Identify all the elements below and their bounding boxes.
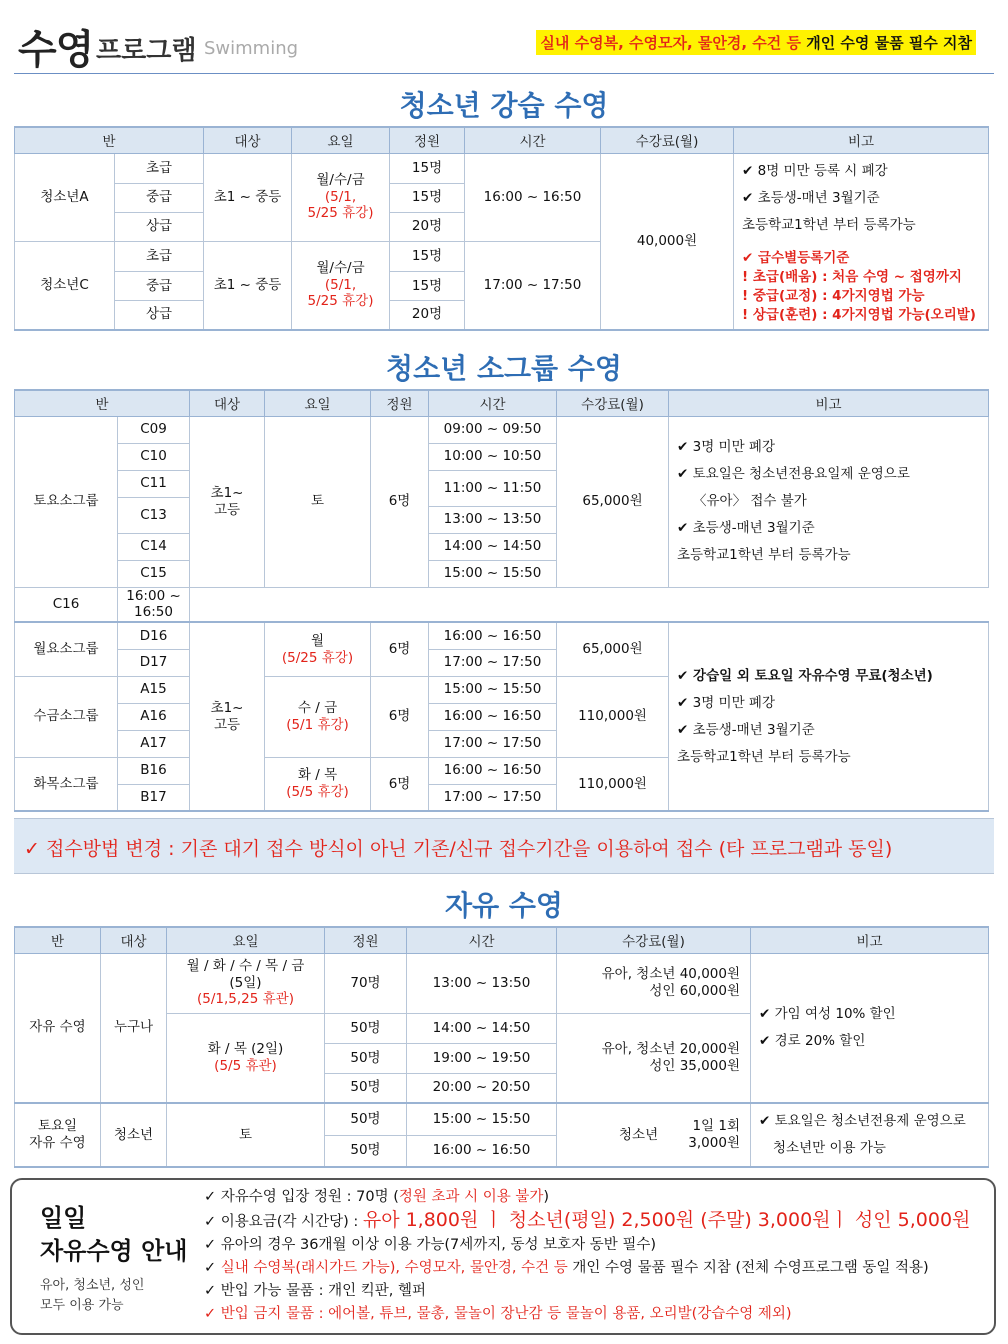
capacity: 15명 bbox=[390, 272, 465, 301]
guide-line-supplies: ✓ 실내 수영복(래시가드 가능), 수영모자, 물안경, 수건 등 개인 수영 물품 필수 지참 (전체 수영프로그램 동일 적용) bbox=[204, 1260, 929, 1276]
class-code: A15 bbox=[118, 676, 190, 703]
class-name: 월요소그룹 bbox=[15, 622, 118, 676]
supplies-notice-red: 실내 수영복, 수영모자, 물안경, 수건 등 bbox=[540, 34, 801, 52]
class-code: C16 bbox=[15, 587, 118, 622]
daily-free-swim-guide bbox=[10, 1178, 996, 1335]
capacity: 50명 bbox=[325, 1013, 407, 1043]
small-group-section-title: 청소년 소그룹 수영 bbox=[386, 352, 622, 385]
holiday-note: (5/5 휴강) bbox=[286, 784, 349, 800]
time: 13:00 ~ 13:50 bbox=[407, 953, 557, 1013]
holiday-note: (5/1 휴강) bbox=[286, 716, 349, 733]
level: 초급 bbox=[115, 241, 204, 272]
page-title: 수영 bbox=[18, 27, 94, 73]
target: 초1 ~ 중등 bbox=[204, 241, 292, 330]
holiday-note: (5/5 휴관) bbox=[214, 1057, 277, 1074]
level: 상급 bbox=[115, 301, 204, 330]
class-name: 화목소그룹 bbox=[15, 757, 118, 811]
target: 초1~ 고등 bbox=[190, 622, 265, 811]
class-code: B16 bbox=[118, 757, 190, 784]
col-header-target: 대상 bbox=[190, 390, 265, 416]
time: 14:00 ~ 14:50 bbox=[429, 533, 557, 560]
free-swim-table bbox=[14, 926, 989, 1168]
capacity: 50명 bbox=[325, 1073, 407, 1103]
time: 20:00 ~ 20:50 bbox=[407, 1073, 557, 1103]
time: 16:00 ~ 16:50 bbox=[429, 622, 557, 649]
capacity: 6명 bbox=[371, 622, 429, 676]
col-header-days: 요일 bbox=[167, 927, 325, 953]
class-name: 청소년A bbox=[15, 153, 115, 241]
days: 토 bbox=[265, 416, 371, 587]
col-header-capacity: 정원 bbox=[390, 127, 465, 153]
col-header-class: 반 bbox=[15, 127, 204, 153]
time: 17:00 ~ 17:50 bbox=[429, 784, 557, 811]
class-code: A16 bbox=[118, 703, 190, 730]
page-header bbox=[14, 16, 994, 74]
class-code: A17 bbox=[118, 730, 190, 757]
capacity: 50명 bbox=[325, 1135, 407, 1167]
days: 월 / 화 / 수 / 목 / 금 (5일) (5/1,5,25 휴관) bbox=[167, 953, 325, 1013]
days: 월/수/금 (5/1, 5/25 휴강) bbox=[292, 241, 390, 330]
time: 15:00 ~ 15:50 bbox=[407, 1103, 557, 1135]
days: 수 / 금 (5/1 휴강) bbox=[265, 676, 371, 757]
target: 초1~ 고등 bbox=[190, 416, 265, 587]
col-header-class: 반 bbox=[15, 927, 101, 953]
capacity: 20명 bbox=[390, 301, 465, 330]
time: 13:00 ~ 13:50 bbox=[429, 506, 557, 533]
time: 16:00 ~ 16:50 bbox=[118, 587, 190, 622]
guide-line-age: ✓ 유아의 경우 36개월 이상 이용 가능(7세까지, 동성 보호자 동반 필수) bbox=[204, 1237, 657, 1253]
target: 청소년 bbox=[101, 1103, 167, 1167]
capacity: 6명 bbox=[371, 676, 429, 757]
time: 16:00 ~ 16:50 bbox=[429, 703, 557, 730]
weekday-notes: ✔ 강습일 외 토요일 자유수영 무료(청소년) ✔ 3명 미만 폐강 ✔ 초등생-매년 3월기준 초등학교1학년 부터 등록가능 bbox=[669, 622, 989, 811]
capacity: 20명 bbox=[390, 212, 465, 241]
col-header-capacity: 정원 bbox=[325, 927, 407, 953]
fee: 유아, 청소년 20,000원 성인 35,000원 bbox=[557, 1013, 751, 1103]
col-header-days: 요일 bbox=[265, 390, 371, 416]
capacity: 15명 bbox=[390, 241, 465, 272]
days: 화 / 목 (2일) (5/5 휴관) bbox=[167, 1013, 325, 1103]
time: 19:00 ~ 19:50 bbox=[407, 1043, 557, 1073]
col-header-days: 요일 bbox=[292, 127, 390, 153]
guide-line-fee: ✓ 이용요금(각 시간당) : 유아 1,800원 ㅣ 청소년(평일) 2,500원 (주말) 3,000원ㅣ 성인 5,000원 bbox=[204, 1209, 971, 1231]
holiday-note: (5/25 휴강) bbox=[281, 649, 354, 666]
time: 14:00 ~ 14:50 bbox=[407, 1013, 557, 1043]
guide-subtitle: 유아, 청소년, 성인 모두 이용 가능 bbox=[40, 1278, 145, 1313]
registration-change-text: ✓ 접수방법 변경 : 기존 대기 접수 방식이 아닌 기존/신규 접수기간을 이용하여 접수 (타 프로그램과 동일) bbox=[24, 838, 893, 860]
target: 누구나 bbox=[101, 953, 167, 1103]
fee: 유아, 청소년 40,000원 성인 60,000원 bbox=[557, 953, 751, 1013]
guide-line-capacity: ✓ 자유수영 입장 정원 : 70명 (정원 초과 시 이용 불가) bbox=[204, 1189, 550, 1205]
col-header-note: 비고 bbox=[734, 127, 989, 153]
time: 11:00 ~ 11:50 bbox=[429, 470, 557, 506]
capacity: 6명 bbox=[371, 416, 429, 587]
time: 17:00 ~ 17:50 bbox=[429, 649, 557, 676]
table-row bbox=[15, 153, 989, 183]
capacity: 15명 bbox=[390, 153, 465, 183]
col-header-fee: 수강료(월) bbox=[601, 127, 734, 153]
class-code: C10 bbox=[118, 443, 190, 470]
class-code: D17 bbox=[118, 649, 190, 676]
time: 10:00 ~ 10:50 bbox=[429, 443, 557, 470]
level: 중급 bbox=[115, 272, 204, 301]
class-name: 토요일 자유 수영 bbox=[15, 1103, 101, 1167]
page-subtitle: 프로그램 bbox=[96, 36, 197, 66]
class-code: D16 bbox=[118, 622, 190, 649]
table-row bbox=[15, 416, 989, 443]
class-code: B17 bbox=[118, 784, 190, 811]
table-row bbox=[15, 587, 989, 622]
time: 16:00 ~ 16:50 bbox=[407, 1135, 557, 1167]
class-code: C15 bbox=[118, 560, 190, 587]
holiday-note: (5/1, 5/25 휴강) bbox=[307, 188, 374, 222]
class-code: C11 bbox=[118, 470, 190, 497]
time: 15:00 ~ 15:50 bbox=[429, 676, 557, 703]
level: 상급 bbox=[115, 212, 204, 241]
col-header-time: 시간 bbox=[407, 927, 557, 953]
col-header-time: 시간 bbox=[465, 127, 601, 153]
capacity: 50명 bbox=[325, 1103, 407, 1135]
capacity: 15명 bbox=[390, 183, 465, 212]
guide-lines bbox=[204, 1186, 970, 1326]
table-row bbox=[15, 622, 989, 649]
table-row bbox=[15, 953, 989, 1013]
col-header-target: 대상 bbox=[101, 927, 167, 953]
time: 17:00 ~ 17:50 bbox=[429, 730, 557, 757]
fee: 청소년 1일 1회 3,000원 bbox=[557, 1103, 751, 1167]
fee: 65,000원 bbox=[557, 416, 669, 587]
capacity: 70명 bbox=[325, 953, 407, 1013]
capacity: 6명 bbox=[371, 757, 429, 811]
fee: 65,000원 bbox=[557, 622, 669, 676]
col-header-fee: 수강료(월) bbox=[557, 390, 669, 416]
col-header-fee: 수강료(월) bbox=[557, 927, 751, 953]
target: 초1 ~ 중등 bbox=[204, 153, 292, 241]
time: 15:00 ~ 15:50 bbox=[429, 560, 557, 587]
lesson-section-title: 청소년 강습 수영 bbox=[399, 89, 609, 122]
days: 월 (5/25 휴강) bbox=[265, 622, 371, 676]
lesson-table bbox=[14, 126, 989, 331]
lesson-notes: ✔ 8명 미만 등록 시 폐강 ✔ 초등생-매년 3월기준 초등학교1학년 부터 등록가능 ✔ 급수별등록기준 ! 초급(배움) : 처음 수영 ~ 접영까지 ! 중급(교정) : 4가지영법 가능 ! 상급(훈련) : 4가지영법 가능(오리발) bbox=[734, 153, 989, 330]
fee: 40,000원 bbox=[601, 153, 734, 330]
guide-line-prohibited: ✓ 반입 금지 물품 : 에어볼, 튜브, 물총, 물놀이 장난감 등 물놀이 용품, 오리발(강습수영 제외) bbox=[204, 1306, 792, 1322]
saturday-free-notes: ✔ 토요일은 청소년전용제 운영으로 청소년만 이용 가능 bbox=[751, 1103, 989, 1167]
days: 토 bbox=[167, 1103, 325, 1167]
free-swim-table-header bbox=[15, 927, 989, 953]
table-row bbox=[15, 1103, 989, 1135]
col-header-capacity: 정원 bbox=[371, 390, 429, 416]
fee: 110,000원 bbox=[557, 676, 669, 757]
lesson-table-header bbox=[15, 127, 989, 153]
time: 09:00 ~ 09:50 bbox=[429, 416, 557, 443]
class-name: 청소년C bbox=[15, 241, 115, 330]
level: 중급 bbox=[115, 183, 204, 212]
guide-line-allowed: ✓ 반입 가능 물품 : 개인 킥판, 헬퍼 bbox=[204, 1283, 426, 1299]
page-english-title: Swimming bbox=[204, 38, 299, 59]
saturday-notes: ✔ 3명 미만 폐강 ✔ 토요일은 청소년전용요일제 운영으로 〈유아〉 접수 불가 ✔ 초등생-매년 3월기준 초등학교1학년 부터 등록가능 bbox=[669, 416, 989, 587]
class-code: C13 bbox=[118, 497, 190, 533]
registration-change-notice bbox=[14, 818, 994, 874]
small-group-table-header bbox=[15, 390, 989, 416]
supplies-notice-black: 개인 수영 물품 필수 지참 bbox=[800, 34, 972, 52]
class-code: C14 bbox=[118, 533, 190, 560]
holiday-note: (5/1,5,25 휴관) bbox=[197, 991, 294, 1008]
time: 16:00 ~ 16:50 bbox=[465, 153, 601, 241]
class-name: 자유 수영 bbox=[15, 953, 101, 1103]
guide-title: 일일 자유수영 안내 bbox=[40, 1204, 188, 1265]
days: 월/수/금 (5/1, 5/25 휴강) bbox=[292, 153, 390, 241]
class-name: 토요소그룹 bbox=[15, 416, 118, 587]
class-name: 수금소그룹 bbox=[15, 676, 118, 757]
time: 17:00 ~ 17:50 bbox=[465, 241, 601, 330]
free-swim-section-title: 자유 수영 bbox=[445, 889, 563, 922]
col-header-note: 비고 bbox=[669, 390, 989, 416]
level: 초급 bbox=[115, 153, 204, 183]
days: 화 / 목 (5/5 휴강) bbox=[265, 757, 371, 811]
col-header-class: 반 bbox=[15, 390, 190, 416]
class-code: C09 bbox=[118, 416, 190, 443]
supplies-notice bbox=[536, 30, 976, 55]
col-header-note: 비고 bbox=[751, 927, 989, 953]
col-header-target: 대상 bbox=[204, 127, 292, 153]
col-header-time: 시간 bbox=[429, 390, 557, 416]
free-swim-notes: ✔ 가임 여성 10% 할인 ✔ 경로 20% 할인 bbox=[751, 953, 989, 1103]
holiday-note: (5/1, 5/25 휴강) bbox=[307, 276, 374, 310]
fee: 110,000원 bbox=[557, 757, 669, 811]
small-group-table bbox=[14, 389, 989, 812]
capacity: 50명 bbox=[325, 1043, 407, 1073]
time: 16:00 ~ 16:50 bbox=[429, 757, 557, 784]
